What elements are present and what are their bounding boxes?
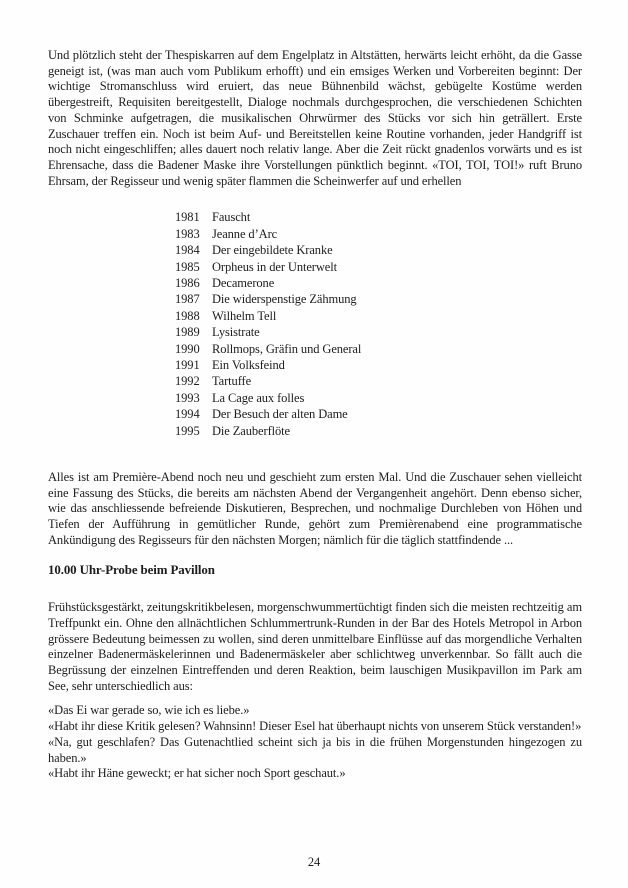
play-title: Lysistrate — [212, 325, 260, 340]
play-year: 1995 — [175, 423, 200, 438]
play-year: 1985 — [175, 259, 200, 274]
play-list-item — [175, 242, 582, 258]
play-year: 1994 — [175, 407, 200, 422]
play-title: Fauscht — [212, 210, 251, 225]
play-list-item — [175, 209, 582, 225]
play-list-item — [175, 357, 582, 373]
play-year: 1986 — [175, 275, 200, 290]
play-year: 1993 — [175, 390, 200, 405]
play-title: Ein Volksfeind — [212, 357, 285, 372]
play-year: 1988 — [175, 308, 200, 323]
paragraph-morning: Frühstücksgestärkt, zeitungskritikbelesen, morgenschwummertüchtigt finden sich die meisten rechtzeitig am Treffpunkt ein. Ohne den allnächtlichen Schlummertrunk-Runden in der Bar des Hotels Metropol in Arbon grössere Bedeutung beimessen zu wollen, sind deren unmittelbare Einflüsse auf das morgendliche Verhalten einzelner Badenermäskelerinnen und Badenermäskeler aber schlichtweg unverkennbar. So fällt auch die Begrüssung der einzelnen Eintreffenden und deren Reaktion, beim lauschigen Musikpavillon im Park am See, sehr unterschiedlich aus: — [48, 600, 582, 693]
play-list-item — [175, 291, 582, 307]
play-year: 1992 — [175, 374, 200, 389]
play-list-item — [175, 390, 582, 406]
play-list-item — [175, 308, 582, 324]
quote-line: «Habt ihr Häne geweckt; er hat sicher noch Sport geschaut.» — [48, 766, 346, 781]
play-title: Jeanne d’Arc — [212, 226, 278, 241]
play-list-item — [175, 259, 582, 275]
page-number: 24 — [307, 855, 321, 869]
paragraph-premiere: Alles ist am Première-Abend noch neu und geschieht zum ersten Mal. Und die Zuschauer sehen vielleicht eine Fassung des Stücks, die bereits am nächsten Abend der Vergangenheit angehört. Denn ebenso sicher, wie das anschliessende befreiende Diskutieren, Besprechen, und nochmalige Durchleben von Höhen und Tiefen der Aufführung in gemütlicher Runde, gehört zum Premièrenabend eine programmatische Ankündigung des Regisseurs für den nächsten Morgen; nämlich für die täglich stattfindende ... — [48, 470, 582, 547]
play-title: Rollmops, Gräfin und General — [212, 341, 362, 356]
play-year: 1984 — [175, 243, 200, 258]
paragraph-intro: Und plötzlich steht der Thespiskarren auf dem Engelplatz in Altstätten, herwärts leicht erhöht, da die Gasse geneigt ist, (was man auch vom Publikum erhofft) und ein emsiges Werken und Vorbereiten beginnt: Der wichtige Stromanschluss wird eruiert, das neue Bühnenbild wächst, gebügelte Kostüme werden übergestreift, Requisiten bereitgestellt, Dialoge nochmals durchgesprochen, die verschiedenen Schichten von Schminke aufgetragen, die musikalischen Ohrwürmer des Stücks vor sich hin geträllert. Erste Zuschauer treffen ein. Noch ist beim Auf- und Bereitstellen keine Routine vorhanden, jeder Handgriff ist noch nicht eingeschliffen; alles dauert noch relativ lange. Aber die Zeit rückt gnadenlos vorwärts und es ist Ehrensache, dass die Badener Maske ihre Vorstellungen pünktlich beginnt. «TOI, TOI, TOI!» ruft Bruno Ehrsam, der Regisseur und wenig später flammen die Scheinwerfer auf und erhellen — [48, 48, 582, 188]
quote-line: «Na, gut geschlafen? Das Gutenachtlied scheint sich ja bis in die frühen Morgenstunden hingezogen zu haben.» — [48, 734, 582, 765]
play-title: Decamerone — [212, 275, 275, 290]
quote-line: «Habt ihr diese Kritik gelesen? Wahnsinn! Dieser Esel hat überhaupt nichts von unserem Stück verstanden!» — [48, 719, 582, 734]
play-title: Tartuffe — [212, 374, 252, 389]
play-title: Der eingebildete Kranke — [212, 243, 333, 258]
play-year: 1981 — [175, 210, 200, 225]
section-heading: 10.00 Uhr-Probe beim Pavillon — [48, 562, 215, 577]
page-content — [48, 48, 582, 782]
play-year: 1990 — [175, 341, 200, 356]
play-list-item — [175, 373, 582, 389]
play-year: 1991 — [175, 357, 200, 372]
play-year: 1987 — [175, 292, 200, 307]
play-title: Die Zauberflöte — [212, 423, 290, 438]
play-title: Die widerspenstige Zähmung — [212, 292, 357, 307]
play-list-item — [175, 406, 582, 422]
play-year: 1983 — [175, 226, 200, 241]
quotes-block — [48, 703, 582, 782]
play-list-item — [175, 275, 582, 291]
play-list-item — [175, 226, 582, 242]
quote-line: «Das Ei war gerade so, wie ich es liebe.» — [48, 703, 250, 718]
play-list-item — [175, 324, 582, 340]
play-list-item — [175, 423, 582, 439]
play-title: La Cage aux folles — [212, 390, 305, 405]
play-list-item — [175, 341, 582, 357]
play-list — [175, 209, 582, 439]
play-title: Der Besuch der alten Dame — [212, 407, 348, 422]
play-title: Orpheus in der Unterwelt — [212, 259, 337, 274]
play-title: Wilhelm Tell — [212, 308, 277, 323]
play-year: 1989 — [175, 325, 200, 340]
